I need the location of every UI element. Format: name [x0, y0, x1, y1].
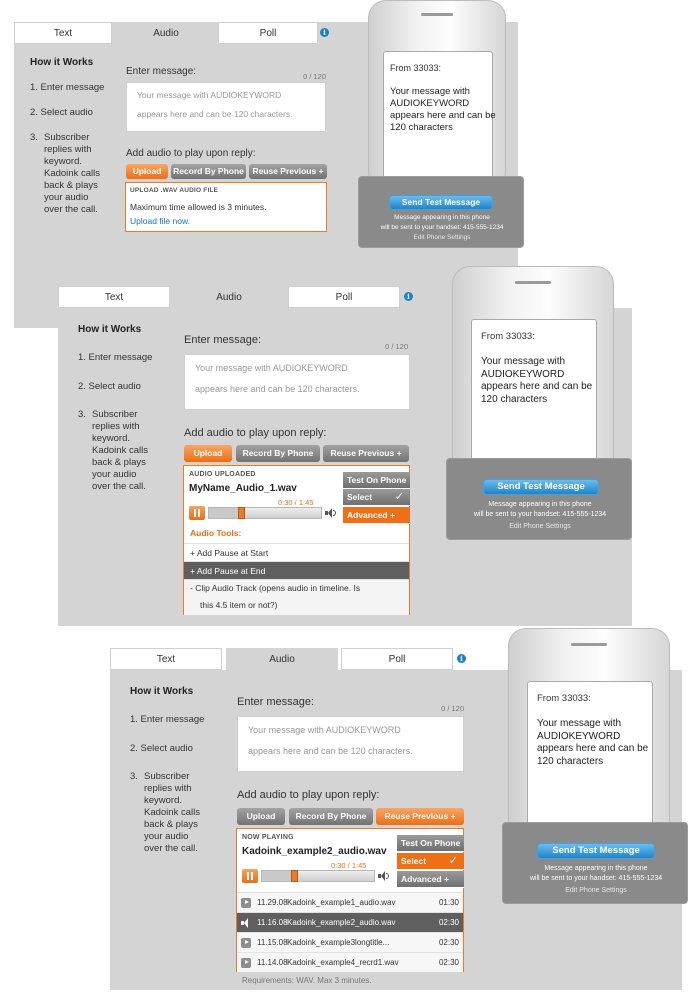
upload-button[interactable]: Upload — [184, 445, 232, 462]
phone-message: Your message with AUDIOKEYWORD appears here and can be 120 characters — [390, 86, 496, 133]
reuse-previous-button[interactable]: Reuse Previous + — [323, 445, 409, 462]
tool-add-pause-start[interactable]: + Add Pause at Start — [184, 543, 409, 561]
speaker-grill — [571, 643, 607, 646]
step-2: 2. Select audio — [130, 743, 193, 754]
audio-progress-track[interactable] — [208, 507, 322, 519]
message-input[interactable]: Your message with AUDIOKEYWORD appears here and can be 120 characters. — [237, 716, 464, 772]
phone-from: From 33033: — [537, 693, 591, 704]
edit-phone-settings-link[interactable]: Edit Phone Settings — [413, 234, 471, 241]
send-note: Message appearing in this phone will be sent to your handset: 415-555-1234 — [529, 865, 663, 882]
how-it-works-title: How it Works — [78, 324, 142, 335]
step-3-number: 3. — [130, 771, 138, 782]
check-icon: ✓ — [394, 491, 404, 503]
phone-from: From 33033: — [390, 63, 442, 73]
step-1: 1. Enter message — [78, 352, 153, 363]
tab-poll[interactable]: Poll — [341, 648, 453, 670]
step-3-number: 3. — [30, 132, 38, 143]
audio-filename: MyName_Audio_1.wav — [189, 483, 297, 494]
play-icon[interactable] — [241, 898, 251, 908]
audio-time: 0:30 / 1:45 — [331, 861, 367, 870]
upload-button[interactable]: Upload — [126, 164, 168, 179]
add-audio-label: Add audio to play upon reply: — [237, 789, 380, 801]
tab-poll[interactable]: Poll — [218, 22, 318, 44]
volume-icon[interactable] — [378, 871, 390, 881]
message-input[interactable]: Your message with AUDIOKEYWORD appears here and can be 120 characters. — [126, 82, 326, 132]
list-item[interactable]: 11.15.08 Kadoink_example3longtitle... 02:30 — [237, 932, 463, 952]
edit-phone-settings-link[interactable]: Edit Phone Settings — [509, 523, 571, 530]
send-note: Message appearing in this phone will be sent to your handset: 415-555-1234 — [380, 214, 504, 231]
send-test-box — [446, 458, 632, 540]
tool-clip-audio-track[interactable]: - Clip Audio Track (opens audio in timeline. Is this 4.5 item or not?) — [184, 579, 409, 615]
tab-poll[interactable]: Poll — [288, 286, 400, 308]
speaker-grill — [421, 13, 453, 16]
info-icon[interactable]: i — [457, 654, 466, 663]
char-counter: 0 / 120 — [385, 342, 408, 351]
record-by-phone-button[interactable]: Record By Phone — [171, 164, 246, 179]
phone-from: From 33033: — [481, 331, 535, 342]
send-test-box — [502, 822, 688, 904]
send-test-message-button[interactable]: Send Test Message — [389, 195, 493, 210]
tool-add-pause-end[interactable]: + Add Pause at End — [184, 561, 409, 579]
how-it-works-title: How it Works — [130, 686, 194, 697]
audio-time: 0:30 / 1:45 — [278, 498, 314, 507]
char-counter: 0 / 120 — [441, 704, 464, 713]
record-by-phone-button[interactable]: Record By Phone — [289, 808, 373, 825]
step-1: 1. Enter message — [130, 714, 205, 725]
step-1: 1. Enter message — [30, 82, 105, 93]
enter-message-label: Enter message: — [237, 696, 315, 708]
char-counter: 0 / 120 — [303, 72, 326, 81]
record-by-phone-button[interactable]: Record By Phone — [236, 445, 320, 462]
add-audio-label: Add audio to play upon reply: — [184, 427, 327, 439]
audio-filename: Kadoink_example2_audio.wav — [242, 846, 387, 857]
upload-box — [125, 182, 327, 232]
tab-text[interactable]: Text — [14, 22, 112, 44]
upload-box-title: UPLOAD .WAV AUDIO FILE — [130, 187, 219, 194]
audio-status: NOW PLAYING — [242, 834, 294, 841]
edit-phone-settings-link[interactable]: Edit Phone Settings — [565, 887, 627, 894]
upload-link[interactable]: Upload file now. — [130, 216, 191, 226]
now-playing-box — [236, 828, 464, 972]
test-on-phone-button[interactable]: Test On Phone — [397, 835, 464, 852]
advanced-button[interactable]: Advanced + — [343, 507, 410, 524]
message-input[interactable]: Your message with AUDIOKEYWORD appears here and can be 120 characters. — [184, 354, 410, 410]
step-3-text: Subscriber replies with keyword. Kadoink calls back & plays your audio over the call. — [44, 132, 100, 215]
pause-button[interactable] — [189, 506, 205, 520]
play-icon[interactable] — [241, 938, 251, 948]
audio-progress-track[interactable] — [261, 870, 375, 882]
tab-audio[interactable]: Audio — [173, 286, 285, 308]
step-2: 2. Select audio — [78, 381, 141, 392]
audio-progress-thumb[interactable] — [238, 507, 245, 519]
speaker-grill — [515, 281, 551, 284]
tab-audio[interactable]: Audio — [226, 648, 338, 670]
test-on-phone-button[interactable]: Test On Phone — [343, 472, 410, 489]
step-3-number: 3. — [78, 409, 86, 420]
info-icon[interactable]: i — [320, 28, 329, 37]
play-icon[interactable] — [241, 958, 251, 968]
check-icon: ✓ — [448, 855, 458, 867]
list-item[interactable]: 11.16.08 Kadoink_example2_audio.wav 02:30 — [237, 912, 463, 932]
send-test-box — [358, 176, 524, 248]
pause-button[interactable] — [242, 869, 258, 883]
uploaded-audio-box — [183, 465, 410, 615]
send-note: Message appearing in this phone will be sent to your handset: 415-555-1234 — [473, 501, 607, 518]
enter-message-label: Enter message: — [184, 334, 262, 346]
audio-status: AUDIO UPLOADED — [189, 471, 256, 478]
send-test-message-button[interactable]: Send Test Message — [537, 843, 655, 859]
audio-tools-title: Audio Tools: — [190, 528, 242, 538]
add-audio-label: Add audio to play upon reply: — [126, 148, 256, 159]
step-3-text: Subscriber replies with keyword. Kadoink calls back & plays your audio over the call. — [92, 409, 148, 492]
step-2: 2. Select audio — [30, 107, 93, 118]
phone-message: Your message with AUDIOKEYWORD appears here and can be 120 characters — [537, 718, 649, 767]
enter-message-label: Enter message: — [126, 66, 197, 77]
list-item[interactable]: 11.29.08 Kadoink_example1_audio.wav 01:30 — [237, 892, 463, 912]
audio-progress-fill — [209, 508, 241, 518]
max-time-text: Maximum time allowed is 3 minutes. — [130, 202, 267, 212]
how-it-works-title: How it Works — [30, 57, 94, 68]
tab-text[interactable]: Text — [58, 286, 170, 308]
audio-progress-thumb[interactable] — [291, 870, 298, 882]
select-button[interactable]: Select ✓ — [397, 853, 464, 870]
requirements-note: Requirements: WAV. Max 3 minutes. — [242, 976, 372, 985]
list-item[interactable]: 11.14.08 Kadoink_example4_recrd1.wav 02:30 — [237, 952, 463, 972]
reuse-previous-button[interactable]: Reuse Previous + — [376, 808, 464, 825]
tab-audio[interactable]: Audio — [116, 22, 216, 44]
advanced-button[interactable]: Advanced + — [397, 871, 464, 888]
info-icon[interactable]: i — [404, 292, 413, 301]
speaker-icon[interactable] — [241, 918, 251, 928]
upload-button[interactable]: Upload — [237, 808, 285, 825]
step-3-text: Subscriber replies with keyword. Kadoink calls back & plays your audio over the call. — [144, 771, 200, 854]
volume-icon[interactable] — [325, 508, 337, 518]
phone-message: Your message with AUDIOKEYWORD appears here and can be 120 characters — [481, 356, 593, 405]
reuse-previous-button[interactable]: Reuse Previous + — [249, 164, 327, 179]
send-test-message-button[interactable]: Send Test Message — [483, 479, 599, 495]
select-button[interactable]: Select ✓ — [343, 489, 410, 506]
tab-text[interactable]: Text — [110, 648, 222, 670]
audio-progress-fill — [262, 871, 294, 881]
